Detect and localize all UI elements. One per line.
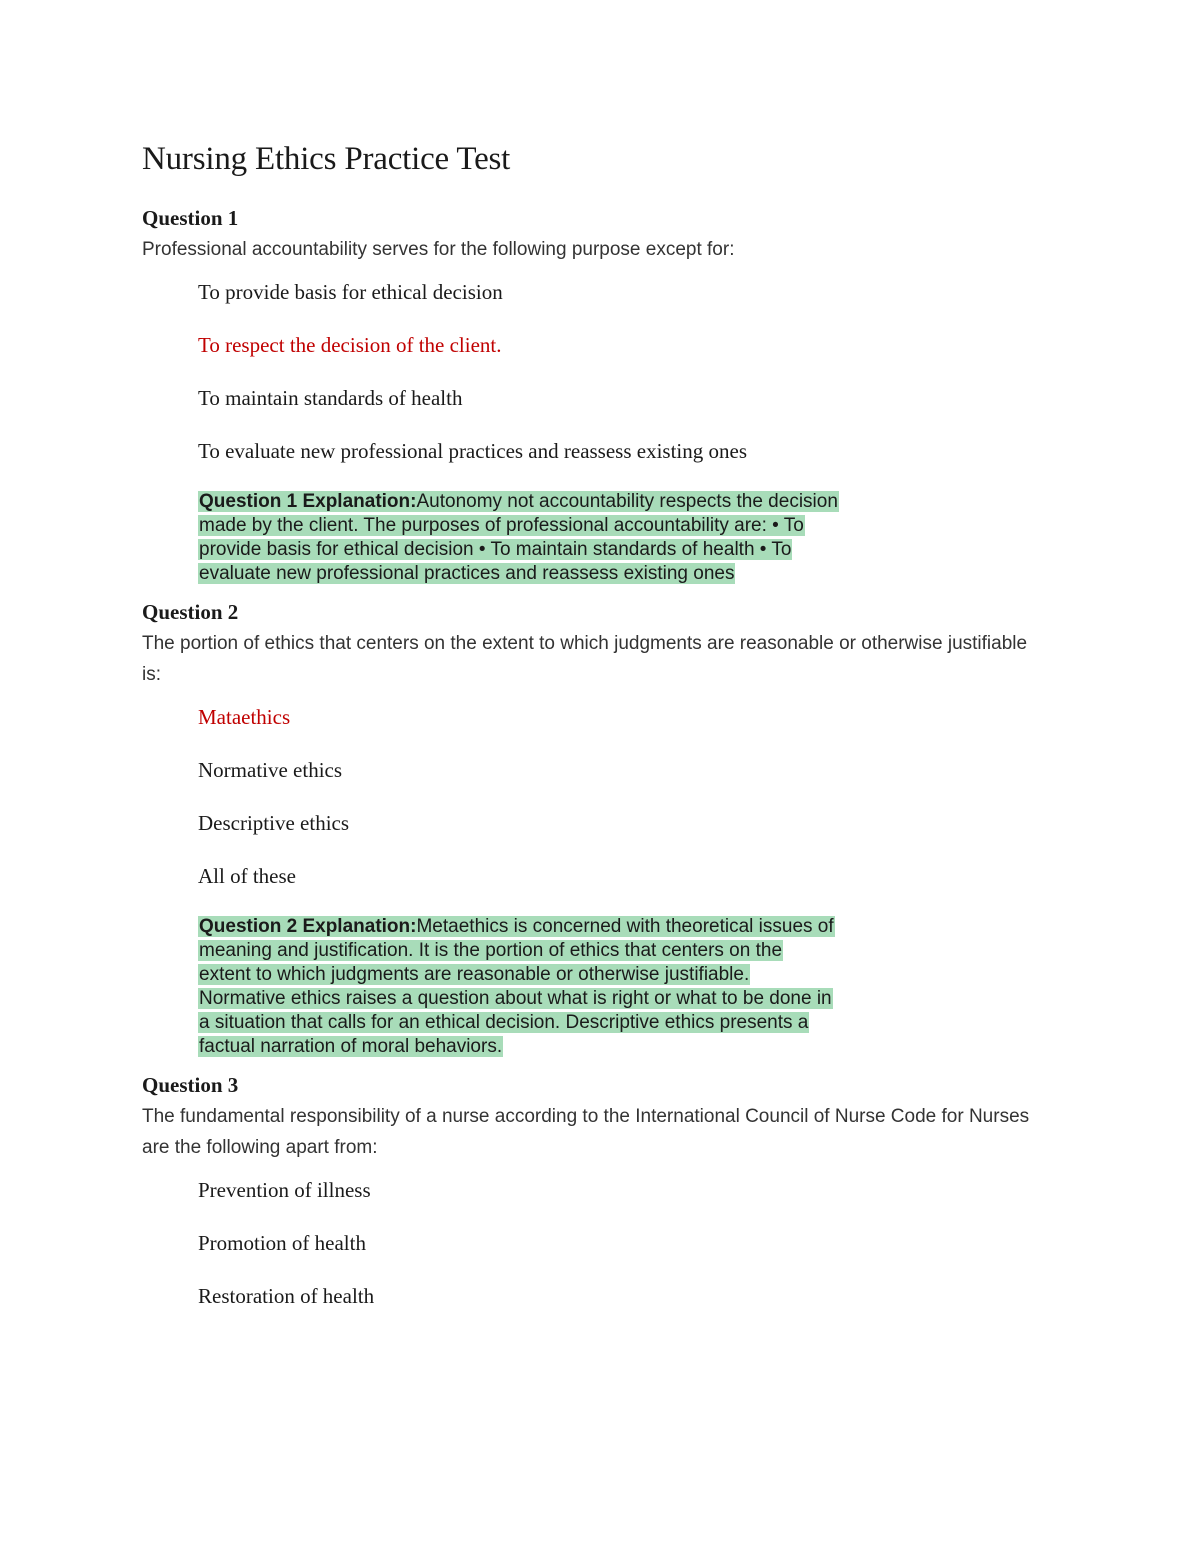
explanation-text: Metaethics is concerned with theoretical issues of meaning and justification. It is the portion of ethics that centers on the extent to which judgments are reasonable or otherwise justifiable. Normative ethics raises a question about what is right or what to be done in a situation that calls for an ethical decision. Descriptive ethics presents a factual narration of moral behaviors.: [199, 916, 834, 1057]
explanation-label: Question 1 Explanation:: [199, 491, 417, 512]
question-heading: Question 1: [142, 206, 239, 230]
question-text: Professional accountability serves for the following purpose except for:: [142, 239, 735, 260]
answer-options: [142, 278, 1062, 465]
explanation-label: Question 2 Explanation:: [199, 916, 417, 937]
answer-options: [142, 1176, 1062, 1310]
answer-option: To provide basis for ethical decision: [198, 280, 503, 304]
explanation-text: Autonomy not accountability respects the decision made by the client. The purposes of professional accountability are: • To provide basis for ethical decision • To maintain standards of health • To evaluate new professional practices and reassess existing ones: [199, 491, 838, 584]
question-text: The fundamental responsibility of a nurse according to the International Council of Nurse Code for Nurses are the following apart from:: [142, 1106, 1030, 1158]
question-heading: Question 3: [142, 1073, 239, 1097]
answer-options: [142, 703, 1062, 890]
answer-option: To evaluate new professional practices and reassess existing ones: [198, 439, 748, 463]
question-3: [142, 1071, 1062, 1310]
page-title: Nursing Ethics Practice Test: [142, 141, 511, 177]
answer-option: All of these: [198, 864, 296, 888]
question-explanation: [198, 490, 838, 586]
document-content: [142, 138, 1062, 1335]
question-explanation: [198, 915, 838, 1059]
answer-option: Prevention of illness: [198, 1178, 371, 1202]
answer-option-correct: To respect the decision of the client.: [198, 333, 502, 357]
question-heading: Question 2: [142, 600, 239, 624]
answer-option: Descriptive ethics: [198, 811, 350, 835]
question-1: [142, 204, 1062, 586]
answer-option: Restoration of health: [198, 1284, 375, 1308]
answer-option: Promotion of health: [198, 1231, 366, 1255]
answer-option: To maintain standards of health: [198, 386, 463, 410]
question-2: [142, 598, 1062, 1059]
answer-option: Normative ethics: [198, 758, 343, 782]
answer-option-correct: Mataethics: [198, 705, 291, 729]
question-text: The portion of ethics that centers on the extent to which judgments are reasonable or otherwise justifiable is:: [142, 633, 1028, 685]
